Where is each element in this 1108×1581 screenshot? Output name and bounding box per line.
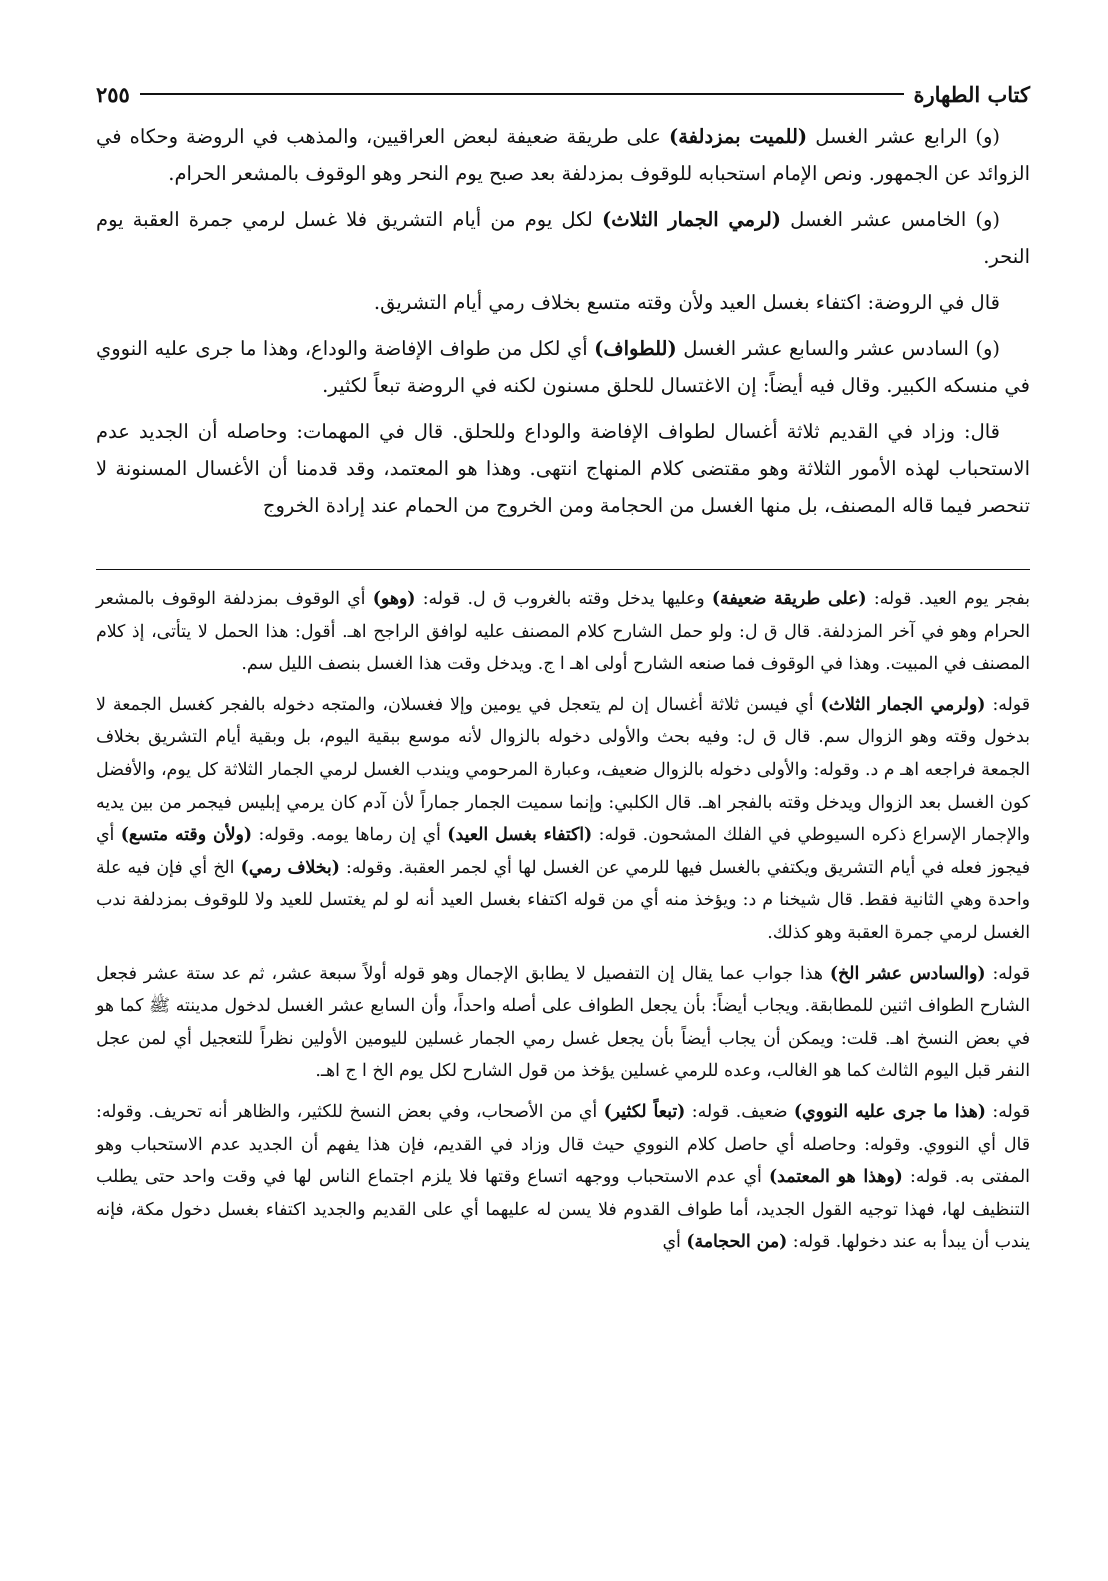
book-title: كتاب الطهارة	[913, 81, 1030, 107]
main-text	[96, 118, 1030, 533]
main-paragraph: قال في الروضة: اكتفاء بغسل العيد ولأن وقته متسع بخلاف رمي أيام التشريق.	[373, 291, 1000, 314]
main-paragraph: (و) السادس عشر والسابع عشر الغسل (للطواف) أي لكل من طواف الإفاضة والوداع، وهذا ما جرى عليه النووي في منسكه الكبير. وقال فيه أيضاً: إن الاغتسال للحلق مسنون لكنه في الروضة تبعاً لكثير.	[96, 337, 1030, 397]
commentary-notes	[96, 583, 1030, 1267]
page-header	[96, 74, 1030, 114]
note-paragraph: قوله: (ولرمي الجمار الثلاث) أي فيسن ثلاثة أغسال إن لم يتعجل في يومين وإلا فغسلان، والمتجه دخوله بالفجر كغسل الجمعة لا بدخول وقته وهو الزوال سم. قال ق ل: وفيه بحث والأولى دخوله بالزوال لأنه موسع ببقية اليوم، بل وبقية أيام التشريق بخلاف الجمعة فراجعه اهـ م د. وقوله: والأولى دخوله بالزوال ضعيف، وعبارة المرحومي ويندب الغسل لرمي الجمار الثلاثة كل يوم، والأفضل كون الغسل بعد الزوال ويدخل وقته بالفجر اهـ. قال الكلبي: وإنما سميت الجمار جماراً لأن آدم كان يرمي إبليس فيجمر من بين يديه والإجمار الإسراع ذكره السيوطي في الفلك المشحون. قوله: (اكتفاء بغسل العيد) أي إن رماها يومه. وقوله: (ولأن وقته متسع) أي فيجوز فعله في أيام التشريق ويكتفي بالغسل فيها للرمي عن الغسل لها أي لجمر العقبة. وقوله: (بخلاف رمي) الخ أي فإن فيه علة واحدة وهي الثانية فقط. قال شيخنا م د: ويؤخذ منه أي من قوله اكتفاء بغسل العيد أنه لو لم يغتسل للعيد ولا للوقوف بمزدلفة ندب الغسل لرمي جمرة العقبة وهو كذلك.	[96, 694, 1030, 943]
main-paragraph: قال: وزاد في القديم ثلاثة أغسال لطواف الإفاضة والوداع وللحلق. قال في المهمات: وحاصله أن الجديد عدم الاستحباب لهذه الأمور الثلاثة وهو مقتضى كلام المنهاج انتهى. وهذا هو المعتمد، وقد قدمنا أن الأغسال المسنونة لا تنحصر فيما قاله المصنف، بل منها الغسل من الحجامة ومن الخروج من الحمام عند إرادة الخروج	[96, 420, 1030, 517]
header-rule	[140, 93, 904, 95]
main-paragraph: (و) الرابع عشر الغسل (للميت بمزدلفة) على طريقة ضعيفة لبعض العراقيين، والمذهب في الروضة وحكاه في الزوائد عن الجمهور. ونص الإمام استحبابه للوقوف بمزدلفة بعد صبح يوم النحر وهو الوقوف بالمشعر الحرام.	[96, 125, 1030, 185]
note-paragraph: قوله: (والسادس عشر الخ) هذا جواب عما يقال إن التفصيل لا يطابق الإجمال وهو قوله أولاً سبعة عشر، ثم عد ستة عشر فجعل الشارح الطواف اثنين للمطابقة. ويجاب أيضاً: بأن يجعل الطواف على أصله واحداً، وأن السابع عشر الغسل لدخول مدينته ﷺ كما هو في بعض النسخ اهـ. قلت: ويمكن أن يجاب أيضاً بأن يجعل غسل رمي الجمار غسلين لليومين الأولين نظراً للتعجيل أي لمن عجل النفر قبل اليوم الثالث كما هو الغالب، وعده للرمي غسلين يؤخذ من قول الشارح لكل يوم الخ ا ج اهـ.	[96, 963, 1031, 1082]
note-paragraph: بفجر يوم العيد. قوله: (على طريقة ضعيفة) وعليها يدخل وقته بالغروب ق ل. قوله: (وهو) أي الوقوف بمزدلفة الوقوف بالمشعر الحرام وهو في آخر المزدلفة. قال ق ل: ولو حمل الشارح كلام المصنف عليه لوافق الراجح اهـ. أقول: هذا الحمل لا يتأتى، إذ كلام المصنف في المبيت. وهذا في الوقوف فما صنعه الشارح أولى اهـ ا ج. ويدخل وقت هذا الغسل بنصف الليل سم.	[96, 589, 1030, 675]
page-number: ٢٥٥	[96, 81, 130, 107]
note-paragraph: قوله: (هذا ما جرى عليه النووي) ضعيف. قوله: (تبعاً لكثير) أي من الأصحاب، وفي بعض النسخ للكثير، والظاهر أنه تحريف. وقوله: قال أي النووي. وقوله: وحاصله أي حاصل كلام النووي حيث قال وزاد في القديم، فإن هذا يفهم أن الجديد عدم الاستحباب وهو المفتى به. قوله: (وهذا هو المعتمد) أي عدم الاستحباب ووجهه اتساع وقتها فلا يلزم اجتماع الناس لها في وقت واحد حتى يطلب التنظيف لها، فهذا توجيه القول الجديد، أما طواف القدوم فلا يسن له عليهما أي على القديم والجديد اكتفاء بغسل دخول مكة، فإنه يندب أن يبدأ به عند دخولها. قوله: (من الحجامة) أي	[96, 1101, 1030, 1253]
main-paragraph: (و) الخامس عشر الغسل (لرمي الجمار الثلاث) لكل يوم من أيام التشريق فلا غسل لرمي جمرة العقبة يوم النحر.	[96, 208, 1030, 268]
footnote-divider	[96, 569, 1030, 570]
